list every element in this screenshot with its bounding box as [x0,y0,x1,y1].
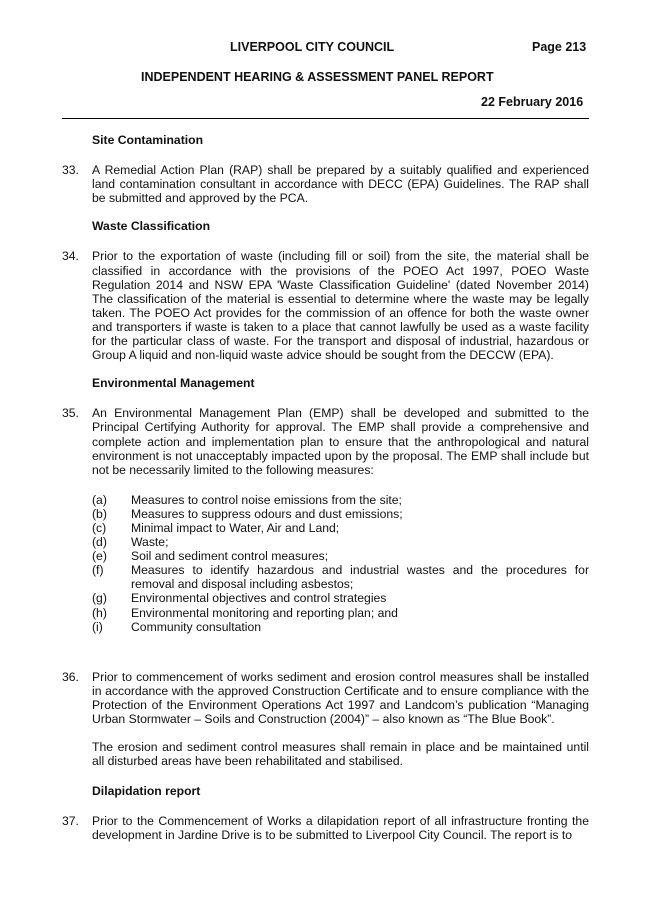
paragraph-text: Prior to the Commencement of Works a dilapidation report of all infrastructure fronting the development in Jardine Drive is to be submitted to Liverpool City Council. The report is to [92,814,589,843]
paragraph-36-continued: The erosion and sediment control measures shall remain in place and be maintained until all disturbed areas have been rehabilitated and stabilised. [92,740,589,769]
list-item [92,591,589,605]
page-number: Page 213 [532,40,587,54]
paragraph-number: 36. [62,669,79,684]
paragraph-37 [62,814,589,842]
item-text: Measures to control noise emissions from the site; [131,492,402,507]
paragraph-text: A Remedial Action Plan (RAP) shall be prepared by a suitably qualified and experienced land contamination consultant in accordance with DECC (EPA) Guidelines. The RAP shall be submitted and approved by the PCA. [92,163,589,206]
environmental-management-heading: Environmental Management [92,376,255,391]
dilapidation-report-heading: Dilapidation report [92,784,201,799]
report-date: 22 February 2016 [481,95,584,109]
item-text: Community consultation [131,619,262,634]
item-text: Measures to suppress odours and dust emissions; [131,506,403,521]
item-text: Waste; [131,535,169,550]
item-label: (a) [92,492,107,507]
item-label: (g) [92,591,107,606]
paragraph-34 [62,249,589,362]
list-item [92,549,589,563]
list-item [92,507,589,521]
item-label: (d) [92,535,107,550]
paragraph-33 [62,163,589,205]
item-label: (e) [92,549,107,564]
list-item [92,535,589,549]
list-item [92,563,589,591]
council-name: LIVERPOOL CITY COUNCIL [230,40,395,54]
paragraph-text: Prior to the exportation of waste (including fill or soil) from the site, the material shall be classified in accordance with the provisions of the POEO Act 1997, POEO Waste Regulation 2014 and NSW EPA 'Waste Classification Guideline' (dated November 2014) The classification of the material is essential to determine where the waste may be legally taken. The POEO Act provides for the commission of an offence for both the waste owner and transporters if waste is taken to a place that cannot lawfully be used as a waste facility for the particular class of waste. For the transport and disposal of industrial, hazardous or Group A liquid and non-liquid waste advice should be sought from the DECCW (EPA). [92,249,589,363]
paragraph-text: Prior to commencement of works sediment and erosion control measures shall be installed in accordance with the approved Construction Certificate and to ensure compliance with the Protection of the Environment Operations Act 1997 and Landcom’s publication “Managing Urban Stormwater – Soils and Construction (2004)” – also known as “The Blue Book”. [92,669,589,726]
item-text: Environmental monitoring and reporting plan; and [131,605,398,620]
paragraph-number: 34. [62,249,79,264]
item-text: Environmental objectives and control strategies [131,591,387,606]
list-item [92,620,589,634]
item-text: Measures to identify hazardous and industrial wastes and the procedures for removal and disposal including asbestos; [131,563,589,592]
list-item [92,493,589,507]
item-label: (f) [92,563,104,578]
site-contamination-heading: Site Contamination [92,133,204,147]
paragraph-number: 37. [62,814,79,829]
page-content [62,133,589,857]
paragraph-text: An Environmental Management Plan (EMP) shall be developed and submitted to the Principal Certifying Authority for approval. The EMP shall provide a comprehensive and complete action and implementation plan to ensure that the anthropological and natural environment is not unacceptably impacted upon by the proposal. The EMP shall include but not be necessarily limited to the following measures: [92,406,589,477]
report-title: INDEPENDENT HEARING & ASSESSMENT PANEL REPORT [141,70,494,84]
paragraph-number: 35. [62,406,79,421]
paragraph-number: 33. [62,163,79,178]
list-item [92,521,589,535]
list-item [92,606,589,620]
header-divider [62,118,589,119]
paragraph-35 [62,406,589,633]
paragraph-36 [62,670,589,726]
spacer [62,648,589,670]
item-label: (c) [92,520,107,535]
measures-list [92,493,589,634]
item-label: (b) [92,506,107,521]
waste-classification-heading: Waste Classification [92,219,211,234]
item-label: (h) [92,605,107,620]
item-label: (i) [92,619,103,634]
item-text: Minimal impact to Water, Air and Land; [131,520,340,535]
item-text: Soil and sediment control measures; [131,549,329,564]
paragraph-body [92,406,589,633]
